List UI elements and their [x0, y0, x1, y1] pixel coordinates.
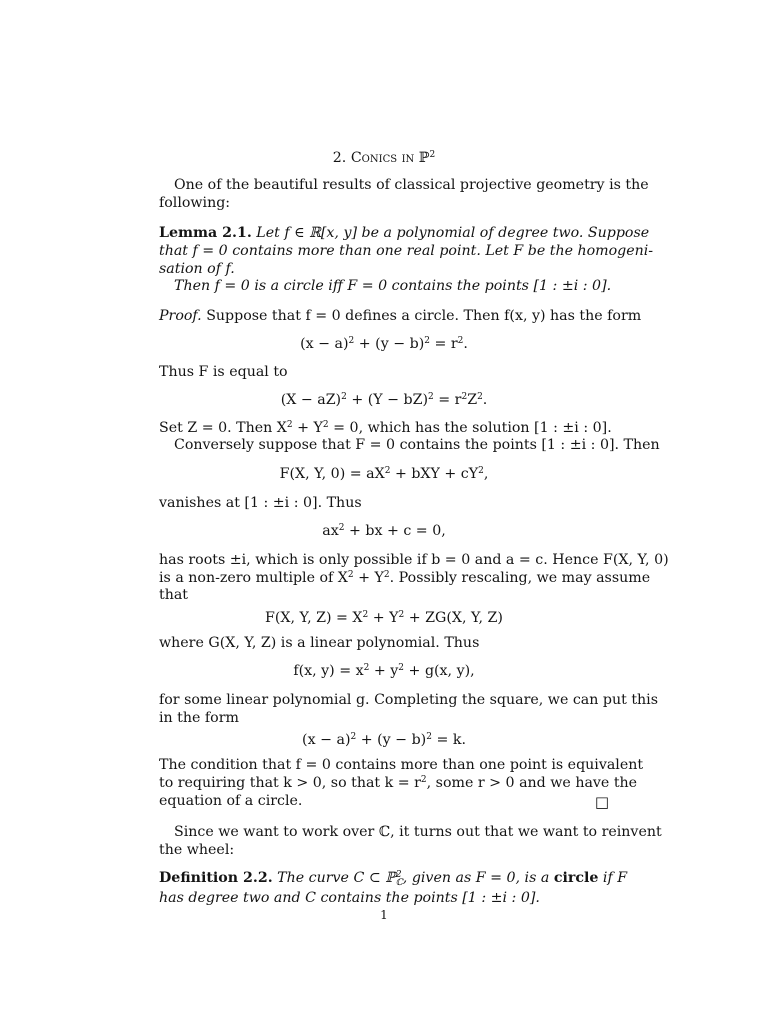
- after-line-1: Since we want to work over ℂ, it turns out that we want to reinvent: [174, 824, 662, 840]
- proof-line-14: equation of a circle. □: [159, 793, 609, 811]
- equation-4: $ax^2$ + bx + c = 0,: [322, 523, 446, 539]
- proof-line-10: for some linear polynomial g. Completing the square, we can put this: [159, 692, 659, 708]
- proof-line-8: that: [159, 587, 188, 603]
- section-title: Conics in: [350, 150, 415, 166]
- after-line-2: the wheel:: [159, 842, 235, 858]
- lemma-line-2: that f = 0 contains more than one real point. Let F be the homogeni-: [159, 243, 654, 259]
- equation-1: $(x - a)^2 + (y - b)^2 = r^2$.: [300, 336, 468, 352]
- intro-line-2: following:: [159, 195, 231, 211]
- equation-7: $(x - a)^2 + (y - b)^2 = k$.: [302, 732, 466, 748]
- proof-line-5: vanishes at [1 : ±i : 0]. Thus: [159, 495, 362, 511]
- page-number: 1: [380, 908, 388, 922]
- equation-3: F(X, Y, $0) = aX^2$ + bXY + $cY^2$,: [279, 466, 489, 482]
- section-number: 2.: [332, 150, 347, 166]
- equation-5: F(X, Y, $Z) = X^2 + Y^2 + ZG(X$, Y, Z): [265, 610, 503, 626]
- equation-2: $(X - aZ)^2 + (Y - bZ)^2 = r^2Z^2$.: [280, 392, 488, 408]
- proof-line-1: Proof. Suppose that f = 0 defines a circle. Then f(x, y) has the form: [159, 308, 642, 324]
- proof-line-7: is a non-zero multiple of $X^2 + Y^2$. Possibly rescaling, we may assume: [159, 570, 651, 586]
- section-space: ℙ$^2$: [418, 150, 436, 166]
- qed-symbol: □: [594, 793, 609, 811]
- lemma-line-1: Lemma 2.1. Let f ∈ ℝ[x, y] be a polynomial of degree two. Suppose: [159, 225, 650, 241]
- proof-line-3: Set Z = 0. Then $X^2 + Y^2 = 0$, which has the solution [1 : ±i : 0].: [159, 420, 612, 436]
- lemma-line-3: sation of f.: [159, 261, 235, 277]
- proof-line-11: in the form: [159, 710, 239, 726]
- proof-line-4: Conversely suppose that F = 0 contains the points [1 : ±i : 0]. Then: [174, 437, 660, 453]
- proof-line-13: to requiring that k > 0, so that $k = r^2$, some r > 0 and we have the: [159, 775, 638, 791]
- equation-6: f(x, $y) = x^2 + y^2 + g(x$, y),: [293, 663, 475, 679]
- definition-line-1: Definition 2.2. The curve C ⊂ ℙ$^2_ℂ$, given as F = 0, is a circle if F: [159, 870, 628, 888]
- section-heading: [159, 149, 609, 167]
- proof-line-2: Thus F is equal to: [159, 364, 288, 380]
- proof-line-6: has roots ±i, which is only possible if b = 0 and a = c. Hence F(X, Y, 0): [159, 552, 669, 568]
- intro-line-1: One of the beautiful results of classical projective geometry is the: [174, 177, 649, 193]
- proof-line-12: The condition that f = 0 contains more than one point is equivalent: [159, 757, 644, 773]
- proof-line-9: where G(X, Y, Z) is a linear polynomial. Thus: [159, 635, 480, 651]
- definition-line-2: has degree two and C contains the points [1 : ±i : 0].: [159, 890, 540, 906]
- lemma-line-4: Then f = 0 is a circle iff F = 0 contains the points [1 : ±i : 0].: [174, 278, 612, 294]
